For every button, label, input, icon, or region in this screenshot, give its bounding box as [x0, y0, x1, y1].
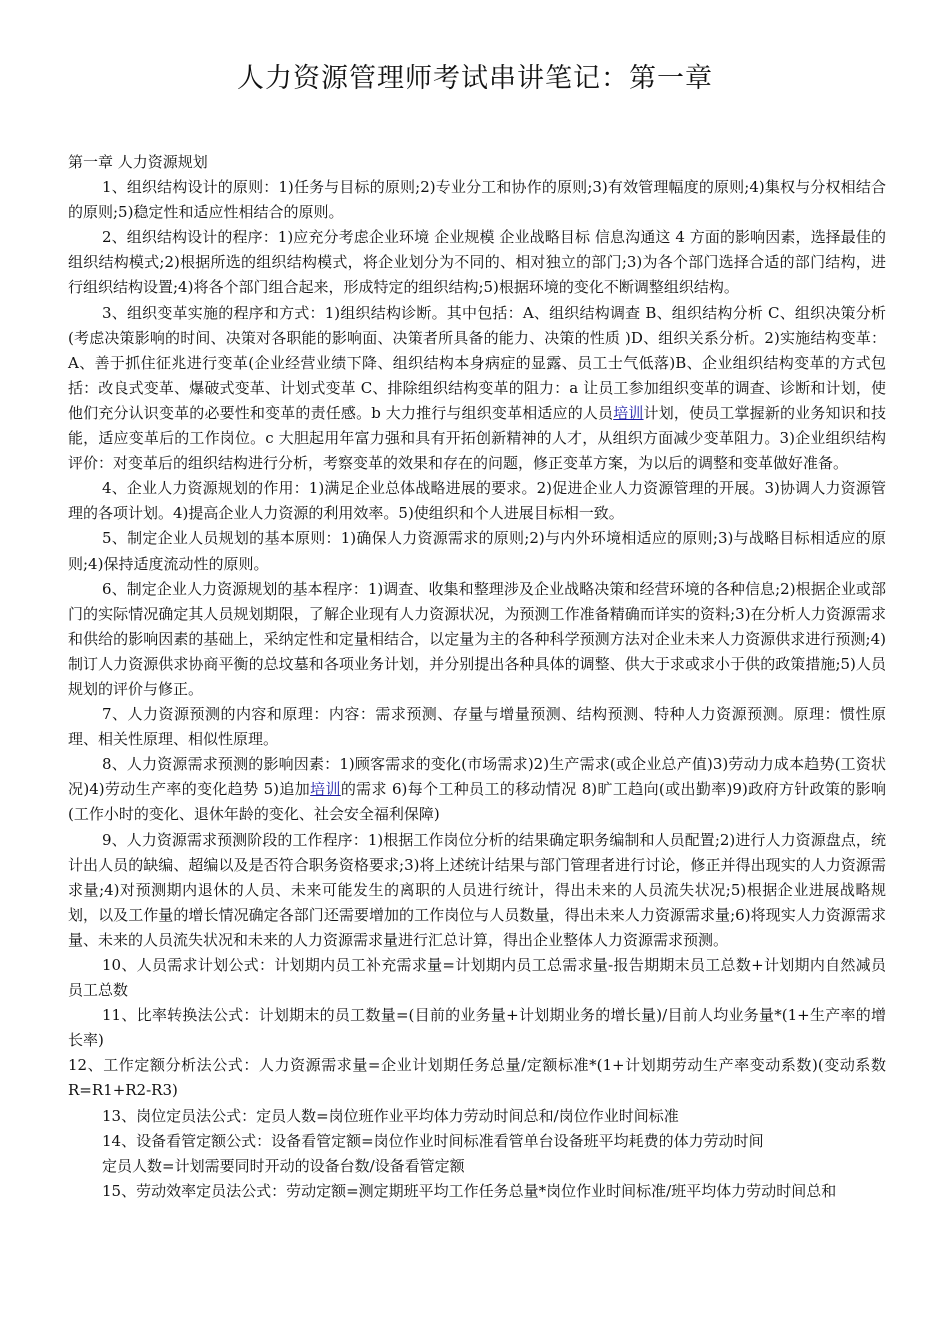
- document-body: [68, 150, 886, 1204]
- paragraph-14: 14、设备看管定额公式：设备看管定额=岗位作业时间标准看管单台设备班平均耗费的体力劳动时间: [102, 1131, 764, 1150]
- page-title: 人力资源管理师考试串讲笔记：第一章: [237, 63, 713, 94]
- paragraph-3-text-b: 计划，使员工掌握新的业务知识和技能，适应变革后的工作岗位。c 大胆起用年富力强和具有开拓创新精神的人才，从组织方面减少变革阻力。3)企业组织结构评价：对变革后的组织结构进行分析，考察变革的效果和存在的问题，修正变革方案，为以后的调整和变革做好准备。: [68, 403, 886, 473]
- training-link[interactable]: 培训: [613, 403, 644, 422]
- paragraph-4: 4、企业人力资源规划的作用：1)满足企业总体战略进展的要求。2)促进企业人力资源管理的开展。3)协调人力资源管理的各项计划。4)提高企业人力资源的利用效率。5)使组织和个人进展目标相一致。: [68, 479, 886, 523]
- paragraph-3-text-a: 3、组织变革实施的程序和方式：1)组织结构诊断。其中包括：A、组织结构调查 B、组织结构分析 C、组织决策分析(考虑决策影响的时间、决策对各职能的影响面、决策者所具备的能力、决策的性质 )D、组织关系分析。2)实施结构变革：A、善于抓住征兆进行变革(企业经营业绩下降、组织结构本身病症的显露、员工士气低落)B、企业组织结构变革的方式包括：改良式变革、爆破式变革、计划式变革 C、排除组织结构变革的阻力：a 让员工参加组织变革的调查、诊断和计划，使他们充分认识变革的必要性和变革的责任感。b 大力推行与组织变革相适应的人员: [68, 303, 886, 422]
- paragraph-5: 5、制定企业人员规划的基本原则：1)确保人力资源需求的原则;2)与内外环境相适应的原则;3)与战略目标相适应的原则;4)保持适度流动性的原则。: [68, 529, 886, 573]
- paragraph-2: 2、组织结构设计的程序：1)应充分考虑企业环境 企业规模 企业战略目标 信息沟通这 4 方面的影响因素，选择最佳的组织结构模式;2)根据所选的组织结构模式，将企业划分为不同的、相对独立的部门;3)为各个部门选择合适的部门结构，进行组织结构设置;4)将各个部门组合起来，形成特定的组织结构;5)根据环境的变化不断调整组织结构。: [68, 228, 886, 297]
- paragraph-8-text-b: 的需求 6)每个工种员工的移动情况 8)旷工趋向(或出勤率)9)政府方针政策的影响(工作小时的变化、退休年龄的变化、社会安全福利保障): [68, 780, 886, 824]
- paragraph-7: 7、人力资源预测的内容和原理：内容：需求预测、存量与增量预测、结构预测、特种人力资源预测。原理：惯性原理、相关性原理、相似性原理。: [68, 705, 886, 749]
- paragraph-8: [68, 752, 886, 827]
- chapter-heading: 第一章 人力资源规划: [68, 153, 208, 171]
- paragraph-15: 15、劳动效率定员法公式：劳动定额=测定期班平均工作任务总量*岗位作业时间标准/班平均体力劳动时间总和: [102, 1181, 837, 1200]
- training-link[interactable]: 培训: [310, 780, 341, 799]
- paragraph-6: 6、制定企业人力资源规划的基本程序：1)调查、收集和整理涉及企业战略决策和经营环境的各种信息;2)根据企业或部门的实际情况确定其人员规划期限，了解企业现有人力资源状况，为预测工作准备精确而详实的资料;3)在分析人力资源需求和供给的影响因素的基础上，采纳定性和定量相结合，以定量为主的各种科学预测方法对企业未来人力资源供求进行预测;4)制订人力资源供求协商平衡的总坟墓和各项业务计划，并分别提出各种具体的调整、供大于求或求小于供的政策措施;5)人员规划的评价与修正。: [68, 579, 886, 698]
- paragraph-3: [68, 301, 886, 477]
- paragraph-9: 9、人力资源需求预测阶段的工作程序：1)根据工作岗位分析的结果确定职务编制和人员配置;2)进行人力资源盘点，统计出人员的缺编、超编以及是否符合职务资格要求;3)将上述统计结果与部门管理者进行讨论，修正并得出现实的人力资源需求量;4)对预测期内退休的人员、未来可能发生的离职的人员进行统计，得出未来的人员流失状况;5)根据企业进展战略规划，以及工作量的增长情况确定各部门还需要增加的工作岗位与人员数量，得出未来人力资源需求量;6)将现实人力资源需求量、未来的人员流失状况和未来的人力资源需求量进行汇总计算，得出企业整体人力资源需求预测。: [68, 830, 886, 949]
- paragraph-14-formula: 定员人数=计划需要同时开动的设备台数/设备看管定额: [102, 1156, 465, 1175]
- paragraph-11: 11、比率转换法公式：计划期末的员工数量=(目前的业务量+计划期业务的增长量)/目前人均业务量*(1+生产率的增长率): [68, 1006, 886, 1050]
- paragraph-10: 10、人员需求计划公式：计划期内员工补充需求量=计划期内员工总需求量-报告期期末员工总数+计划期内自然减员员工总数: [68, 956, 886, 1000]
- paragraph-1: 1、组织结构设计的原则：1)任务与目标的原则;2)专业分工和协作的原则;3)有效管理幅度的原则;4)集权与分权相结合的原则;5)稳定性和适应性相结合的原则。: [68, 178, 886, 222]
- paragraph-13: 13、岗位定员法公式：定员人数=岗位班作业平均体力劳动时间总和/岗位作业时间标准: [102, 1106, 679, 1125]
- paragraph-8-text-a: 8、人力资源需求预测的影响因素：1)顾客需求的变化(市场需求)2)生产需求(或企业总产值)3)劳动力成本趋势(工资状况)4)劳动生产率的变化趋势 5)追加: [68, 755, 886, 799]
- paragraph-12: 12、工作定额分析法公式：人力资源需求量=企业计划期任务总量/定额标准*(1+计划期劳动生产率变动系数)(变动系数 R=R1+R2-R3): [68, 1056, 886, 1100]
